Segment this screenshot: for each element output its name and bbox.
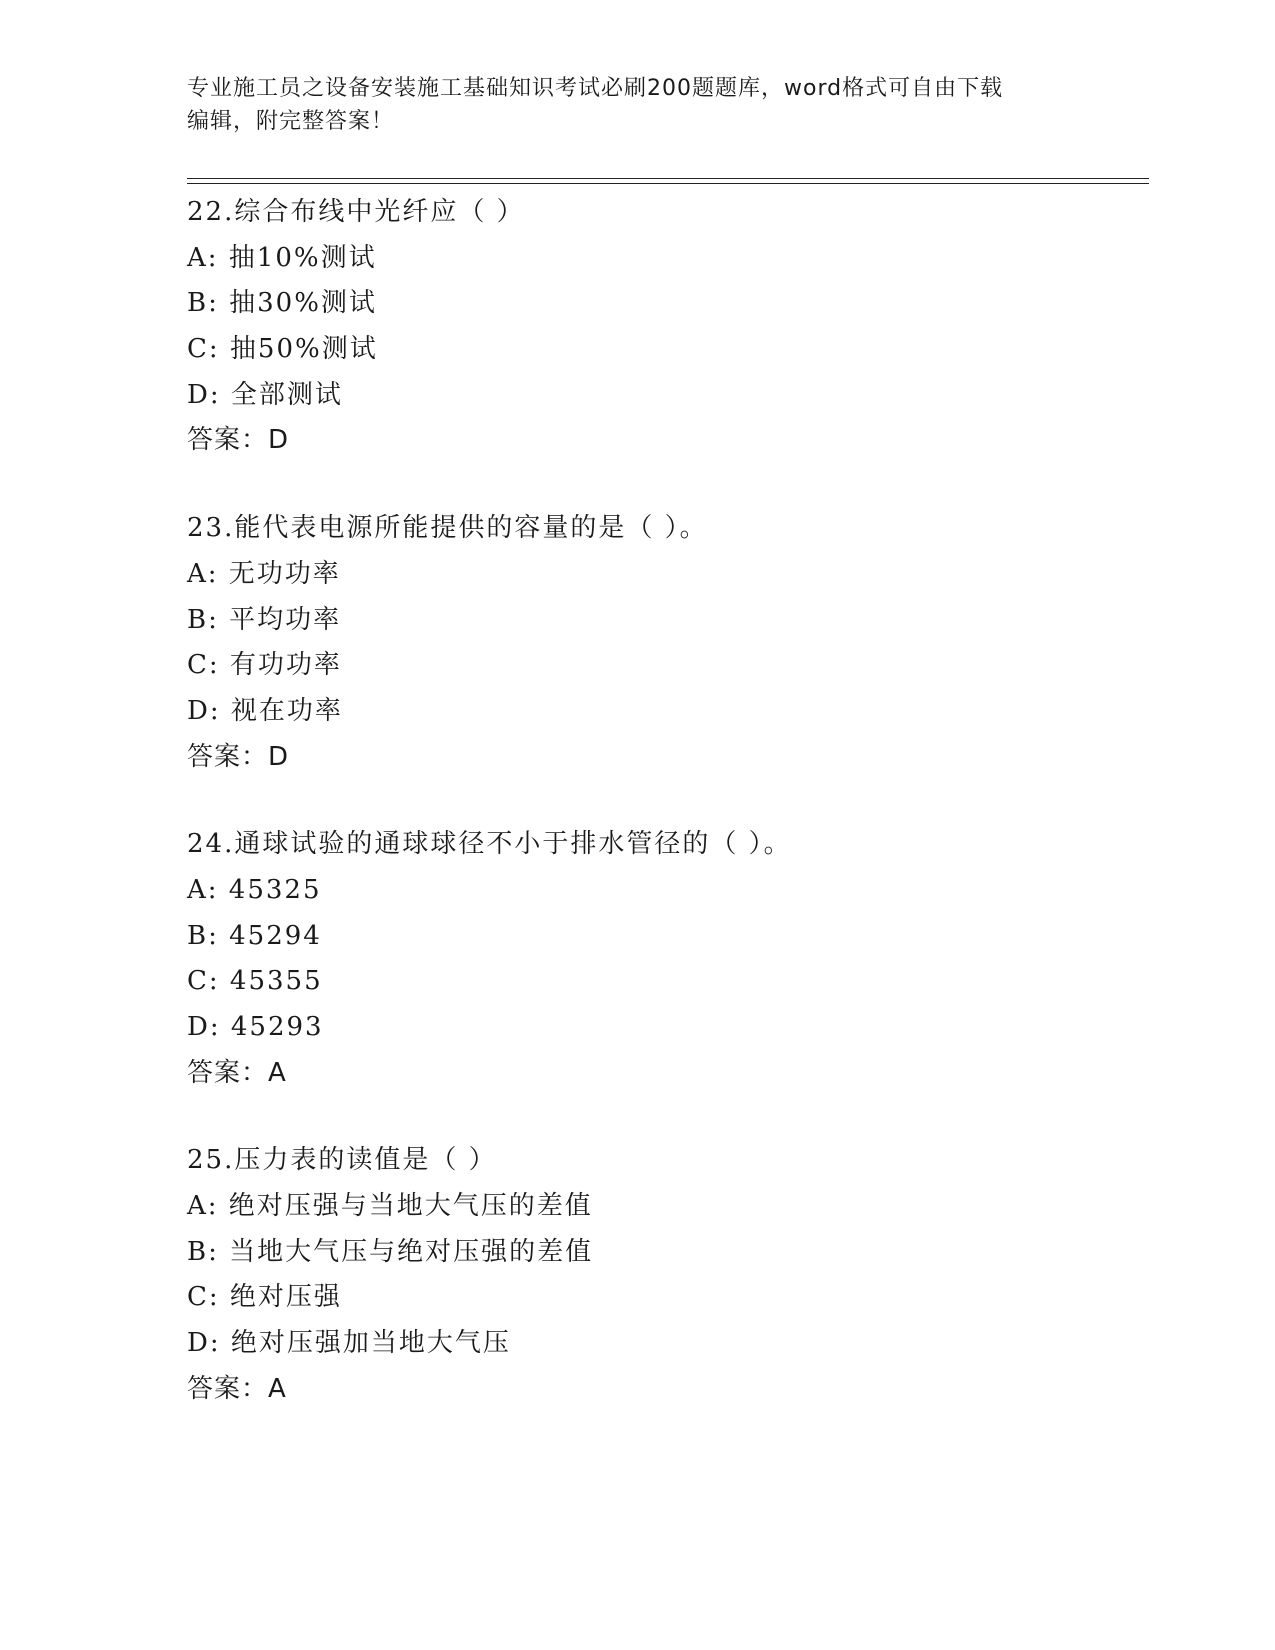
question-stem: 24.通球试验的通球球径不小于排水管径的（ ）。 xyxy=(187,829,792,860)
question-23 xyxy=(187,506,1147,780)
question-stem: 22.综合布线中光纤应（ ） xyxy=(187,197,525,227)
question-25 xyxy=(187,1138,1147,1412)
option-a: A: 绝对压强与当地大气压的差值 xyxy=(187,1191,593,1222)
option-a: A: 无功功率 xyxy=(187,558,341,589)
question-stem: 25.压力表的读值是（ ） xyxy=(187,1145,497,1176)
answer-line: 答案：D xyxy=(187,425,290,456)
option-b: B: 抽30%测试 xyxy=(187,288,377,319)
option-b: B: 平均功率 xyxy=(187,604,342,635)
header-line-2: 编辑，附完整答案！ xyxy=(187,109,395,134)
option-d: D: 视在功率 xyxy=(187,695,343,726)
header-divider-top xyxy=(187,178,1149,179)
question-22 xyxy=(187,190,1147,464)
answer-line: 答案：A xyxy=(187,1057,287,1088)
option-b: B: 45294 xyxy=(187,920,322,951)
option-a: A: 45325 xyxy=(187,874,322,905)
option-c: C: 45355 xyxy=(187,966,323,997)
header-divider-bottom xyxy=(187,183,1149,184)
option-d: D: 全部测试 xyxy=(187,379,343,410)
option-a: A: 抽10%测试 xyxy=(187,242,377,273)
option-c: C: 有功功率 xyxy=(187,650,342,681)
answer-line: 答案：A xyxy=(187,1373,287,1404)
option-b: B: 当地大气压与绝对压强的差值 xyxy=(187,1236,594,1267)
question-list xyxy=(187,190,1147,1455)
header-line-1: 专业施工员之设备安装施工基础知识考试必刷200题题库，word格式可自由下载 xyxy=(187,76,1004,101)
option-c: C: 绝对压强 xyxy=(187,1282,342,1313)
option-d: D: 绝对压强加当地大气压 xyxy=(187,1328,511,1359)
option-d: D: 45293 xyxy=(187,1012,324,1042)
question-stem: 23.能代表电源所能提供的容量的是（ ）。 xyxy=(187,513,708,544)
answer-line: 答案：D xyxy=(187,741,290,772)
question-24 xyxy=(187,822,1147,1096)
option-c: C: 抽50%测试 xyxy=(187,334,378,365)
document-header xyxy=(187,72,1087,138)
